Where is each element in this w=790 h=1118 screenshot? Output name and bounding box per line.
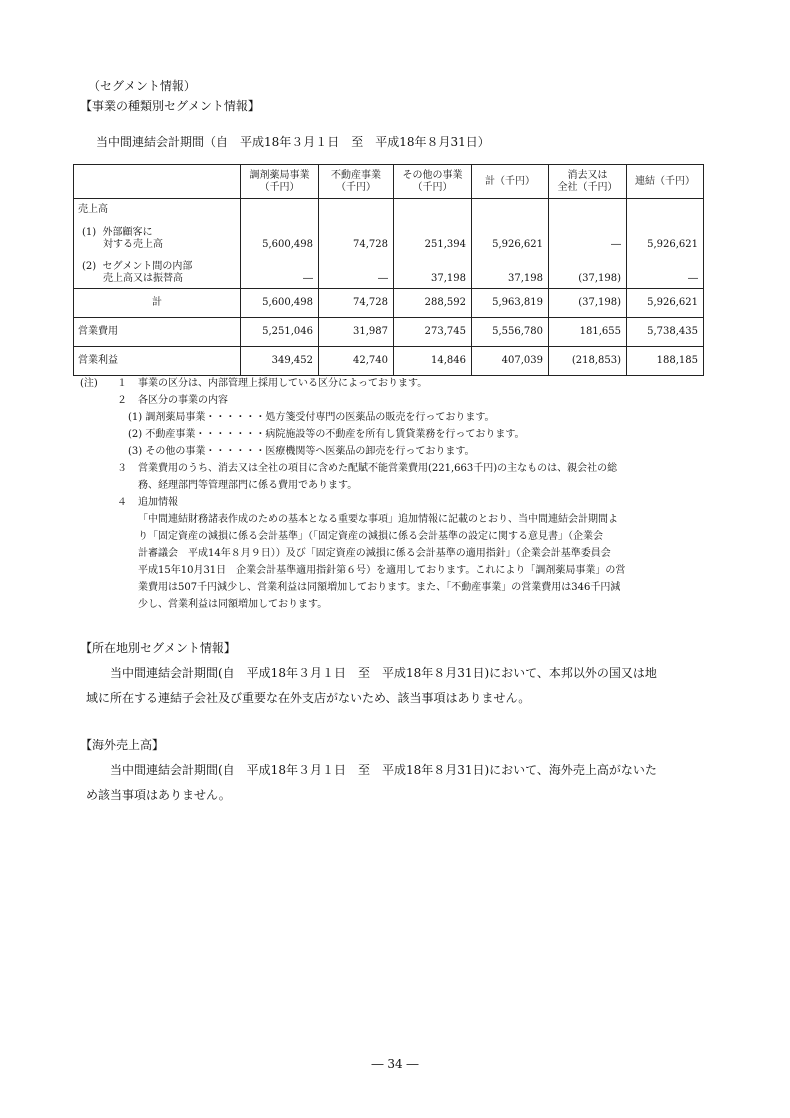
note-4-line: り「固定資産の減損に係る会計基準」（「固定資産の減損に係る会計基準の設定に関する意見書」（企業会 xyxy=(138,531,603,542)
cell: 5,251,046 xyxy=(241,318,319,347)
row-label: (2) セグメント間の内部 売上高又は振替高 xyxy=(74,255,241,289)
cell: 5,600,498 xyxy=(241,221,319,255)
cell: 37,198 xyxy=(472,255,549,289)
header-pharmacy: 調剤薬局事業 （千円） xyxy=(241,165,319,199)
header-total: 計（千円） xyxy=(472,165,549,199)
cell: 181,655 xyxy=(549,318,627,347)
cell: 5,963,819 xyxy=(472,289,549,318)
note-4-line: 計審議会 平成14年８月９日））及び「固定資産の減損に係る会計基準の適用指針」（企業会計基準委員会 xyxy=(138,548,611,559)
table-row xyxy=(74,347,704,376)
row-label: 営業費用 xyxy=(74,318,241,347)
note-2-text: 各区分の事業の内容 xyxy=(138,395,228,406)
geographic-segment-line: 当中間連結会計期間(自 平成18年３月１日 至 平成18年８月31日)において、本邦以外の国又は地 xyxy=(110,666,657,680)
cell: (218,853) xyxy=(549,347,627,376)
cell: 5,738,435 xyxy=(627,318,704,347)
cell: 5,600,498 xyxy=(241,289,319,318)
note-2-number: ２ xyxy=(117,395,127,406)
overseas-sales-heading: 【海外売上高】 xyxy=(80,738,165,752)
cell: ― xyxy=(549,221,627,255)
row-label: 計 xyxy=(74,289,241,318)
overseas-sales-line: め該当事項はありません。 xyxy=(86,788,231,802)
note-2-item: (1) 調剤薬局事業・・・・・・処方箋受付専門の医薬品の販売を行っております。 xyxy=(128,412,495,423)
note-1-text: 事業の区分は、内部管理上採用している区分によっております。 xyxy=(138,378,428,389)
cell: 273,745 xyxy=(394,318,472,347)
note-4-number: ４ xyxy=(117,497,127,508)
geographic-segment-line: 域に所在する連結子会社及び重要な在外支店がないため、該当事項はありません。 xyxy=(86,691,531,705)
sales-label: 売上高 xyxy=(74,199,241,222)
cell: 37,198 xyxy=(394,255,472,289)
cell: 288,592 xyxy=(394,289,472,318)
page-number: ― 34 ― xyxy=(371,1057,419,1071)
table-row xyxy=(74,289,704,318)
cell: 74,728 xyxy=(319,289,394,318)
table-row xyxy=(74,199,704,222)
header-consolidated: 連結（千円） xyxy=(627,165,704,199)
note-4-text: 追加情報 xyxy=(138,497,178,508)
note-4-line: 少し、営業利益は同額増加しております。 xyxy=(138,599,328,610)
note-3-line: 営業費用のうち、消去又は全社の項目に含めた配賦不能営業費用(221,663千円)の主なものは、親会社の総 xyxy=(138,463,618,474)
cell: 5,556,780 xyxy=(472,318,549,347)
table-row xyxy=(74,221,704,255)
note-2-item: (2) 不動産事業・・・・・・・病院施設等の不動産を所有し賃貸業務を行っております。 xyxy=(128,429,525,440)
cell: 14,846 xyxy=(394,347,472,376)
business-segment-heading: 【事業の種類別セグメント情報】 xyxy=(80,99,260,113)
cell: (37,198) xyxy=(549,255,627,289)
table-row xyxy=(74,255,704,289)
cell: 5,926,621 xyxy=(627,221,704,255)
note-2-item: (3) その他の事業・・・・・・医療機関等へ医薬品の卸売を行っております。 xyxy=(128,446,475,457)
cell: 5,926,621 xyxy=(627,289,704,318)
notes-prefix: (注) xyxy=(80,378,98,389)
segment-table xyxy=(73,164,704,376)
table-header-row xyxy=(74,165,704,199)
cell: ― xyxy=(241,255,319,289)
cell: 188,185 xyxy=(627,347,704,376)
table-row xyxy=(74,318,704,347)
header-other: その他の事業 （千円） xyxy=(394,165,472,199)
header-elimination: 消去又は 全社（千円） xyxy=(549,165,627,199)
business-segment-period: 当中間連結会計期間（自 平成18年３月１日 至 平成18年８月31日） xyxy=(96,135,490,149)
cell: 31,987 xyxy=(319,318,394,347)
section-label: （セグメント情報） xyxy=(88,79,196,93)
note-3-line: 務、経理部門等管理部門に係る費用であります。 xyxy=(138,480,358,491)
cell: 251,394 xyxy=(394,221,472,255)
note-1-number: １ xyxy=(117,378,127,389)
cell: 407,039 xyxy=(472,347,549,376)
row-label: 営業利益 xyxy=(74,347,241,376)
row-label: (1) 外部顧客に 対する売上高 xyxy=(74,221,241,255)
overseas-sales-line: 当中間連結会計期間(自 平成18年３月１日 至 平成18年８月31日)において、海外売上高がないた xyxy=(110,763,657,777)
cell: 74,728 xyxy=(319,221,394,255)
geographic-segment-heading: 【所在地別セグメント情報】 xyxy=(80,641,236,655)
cell: ― xyxy=(319,255,394,289)
cell: 42,740 xyxy=(319,347,394,376)
note-3-number: ３ xyxy=(117,463,127,474)
cell: (37,198) xyxy=(549,289,627,318)
cell: 5,926,621 xyxy=(472,221,549,255)
note-4-line: 業費用は507千円減少し、営業利益は同額増加しております。また、「不動産事業」の営業費用は346千円減 xyxy=(138,582,621,593)
note-4-line: 「中間連結財務諸表作成のための基本となる重要な事項」追加情報に記載のとおり、当中間連結会計期間よ xyxy=(138,514,618,525)
note-4-line: 平成15年10月31日 企業会計基準適用指針第６号）を適用しております。これにより「調剤薬局事業」の営 xyxy=(138,565,626,576)
header-real-estate: 不動産事業 （千円） xyxy=(319,165,394,199)
header-blank xyxy=(74,165,241,199)
cell: ― xyxy=(627,255,704,289)
cell: 349,452 xyxy=(241,347,319,376)
